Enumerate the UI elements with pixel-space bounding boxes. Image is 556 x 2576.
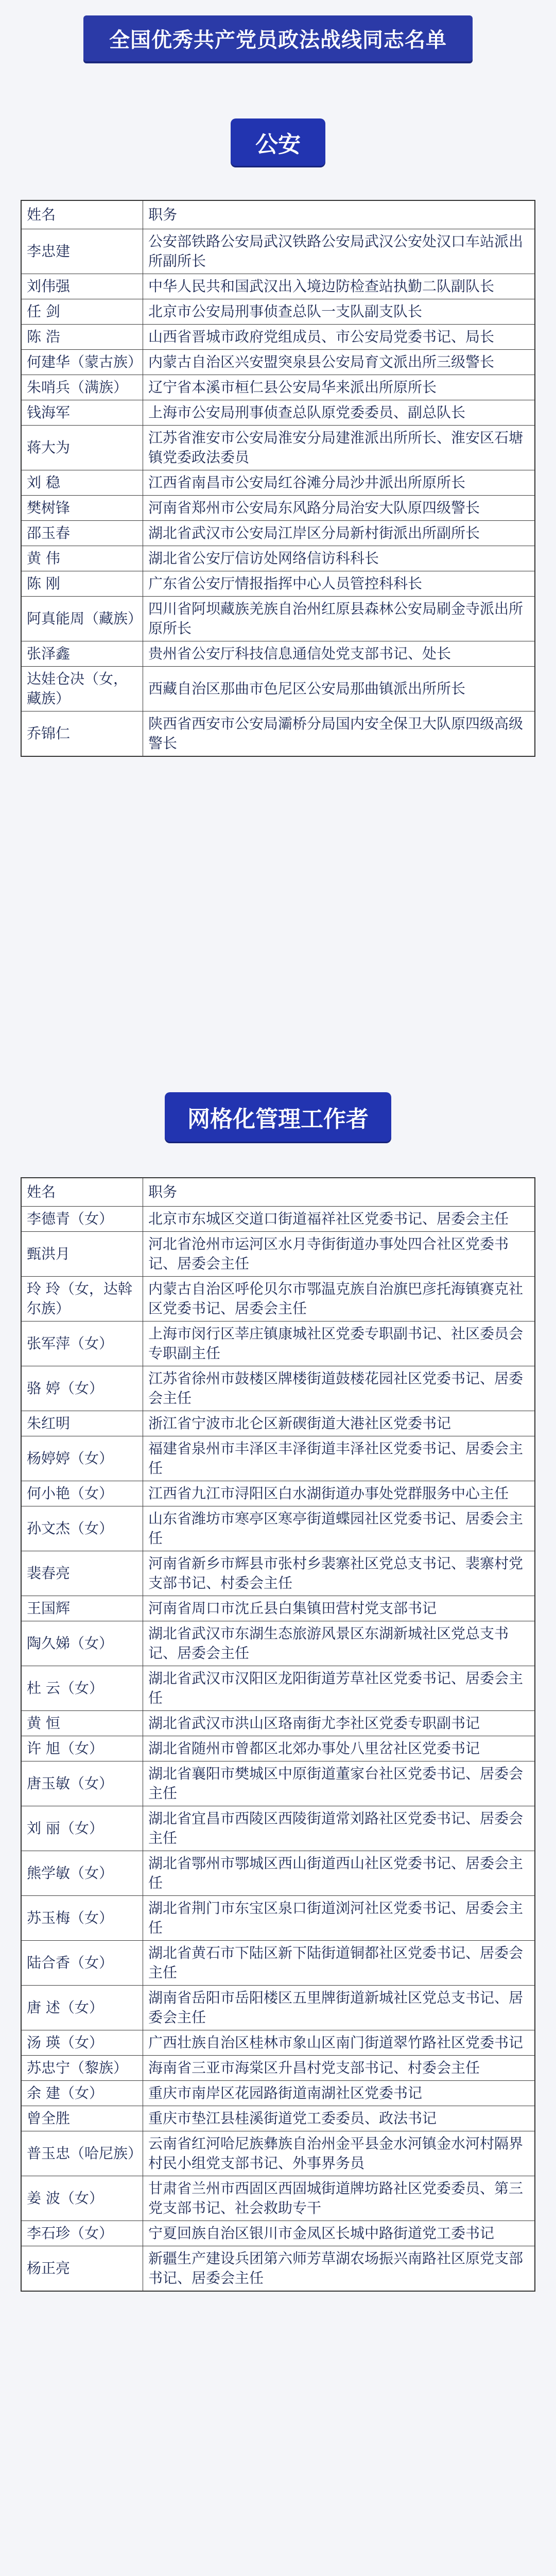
table-row — [22, 1666, 535, 1711]
table-row — [22, 2081, 535, 2106]
position-cell: 湖北省荆门市东宝区泉口街道浏河社区党委书记、居委会主任 — [143, 1896, 535, 1941]
table-row — [22, 1896, 535, 1941]
position-cell: 辽宁省本溪市桓仁县公安局华来派出所原所长 — [143, 375, 535, 400]
name-cell: 李忠建 — [22, 229, 143, 274]
position-cell: 湖北省黄石市下陆区新下陆街道铜都社区党委书记、居委会主任 — [143, 1941, 535, 1986]
table-row — [22, 711, 535, 756]
table-row — [22, 1941, 535, 1986]
position-cell: 福建省泉州市丰泽区丰泽街道丰泽社区党委书记、居委会主任 — [143, 1436, 535, 1481]
position-cell: 湖北省随州市曾都区北郊办事处八里岔社区党委书记 — [143, 1736, 535, 1761]
name-cell: 任 剑 — [22, 299, 143, 325]
table-row — [22, 1277, 535, 1321]
table-row — [22, 2056, 535, 2081]
table-row — [22, 521, 535, 546]
position-cell: 北京市公安局刑事侦查总队一支队副支队长 — [143, 299, 535, 325]
position-cell: 河北省沧州市运河区水月寺街街道办事处四合社区党委书记、居委会主任 — [143, 1232, 535, 1277]
position-cell: 重庆市南岸区花园路街道南湖社区党委书记 — [143, 2081, 535, 2106]
name-cell: 许 旭（女） — [22, 1736, 143, 1761]
position-cell: 贵州省公安厅科技信息通信处党支部书记、处长 — [143, 641, 535, 667]
table-row — [22, 1551, 535, 1596]
table-row — [22, 1411, 535, 1436]
name-cell: 甄洪月 — [22, 1232, 143, 1277]
name-cell: 姜 波（女） — [22, 2176, 143, 2221]
position-cell: 西藏自治区那曲市色尼区公安局那曲镇派出所所长 — [143, 667, 535, 711]
name-cell: 汤 瑛（女） — [22, 2030, 143, 2056]
table-row — [22, 496, 535, 521]
position-cell: 新疆生产建设兵团第六师芳草湖农场振兴南路社区原党支部书记、居委会主任 — [143, 2246, 535, 2291]
position-cell: 浙江省宁波市北仑区新碶街道大港社区党委书记 — [143, 1411, 535, 1436]
section-heading-grid-management — [0, 1092, 556, 1142]
table-row — [22, 641, 535, 667]
table-row — [22, 571, 535, 597]
section-label-police: 公安 — [231, 118, 325, 166]
table-row — [22, 470, 535, 496]
table-row — [22, 1621, 535, 1666]
table-row — [22, 426, 535, 470]
name-cell: 阿真能周（藏族） — [22, 597, 143, 641]
name-cell: 刘 丽（女） — [22, 1806, 143, 1851]
name-cell: 孙文杰（女） — [22, 1506, 143, 1551]
position-cell: 山西省晋城市政府党组成员、市公安局党委书记、局长 — [143, 325, 535, 350]
name-cell: 陈 浩 — [22, 325, 143, 350]
name-cell: 李石珍（女） — [22, 2221, 143, 2246]
table-row — [22, 350, 535, 375]
position-cell: 湖北省宜昌市西陵区西陵街道常刘路社区党委书记、居委会主任 — [143, 1806, 535, 1851]
name-cell: 乔锦仁 — [22, 711, 143, 756]
name-cell: 陶久娣（女） — [22, 1621, 143, 1666]
table-row — [22, 1761, 535, 1806]
name-cell: 骆 婷（女） — [22, 1366, 143, 1411]
name-cell: 何小艳（女） — [22, 1481, 143, 1506]
position-cell: 湖北省襄阳市樊城区中原街道董家台社区党委书记、居委会主任 — [143, 1761, 535, 1806]
table-row — [22, 1596, 535, 1621]
name-cell: 曾全胜 — [22, 2106, 143, 2131]
table-row — [22, 1321, 535, 1366]
position-cell: 湖南省岳阳市岳阳楼区五里牌街道新城社区党总支书记、居委会主任 — [143, 1986, 535, 2030]
name-cell: 苏玉梅（女） — [22, 1896, 143, 1941]
table-row — [22, 667, 535, 711]
position-cell: 云南省红河哈尼族彝族自治州金平县金水河镇金水河村隔界村民小组党支部书记、外事界务员 — [143, 2131, 535, 2176]
position-cell: 湖北省武汉市东湖生态旅游风景区东湖新城社区党总支书记、居委会主任 — [143, 1621, 535, 1666]
table-row — [22, 325, 535, 350]
position-cell: 河南省郑州市公安局东风路分局治安大队原四级警长 — [143, 496, 535, 521]
page-title: 全国优秀共产党员政法战线同志名单 — [83, 15, 473, 61]
position-cell: 中华人民共和国武汉出入境边防检查站执勤二队副队长 — [143, 274, 535, 299]
table-row — [22, 1806, 535, 1851]
position-cell: 湖北省武汉市洪山区珞南街尤李社区党委专职副书记 — [143, 1711, 535, 1736]
position-cell: 湖北省武汉市公安局江岸区分局新村街派出所副所长 — [143, 521, 535, 546]
position-cell: 江苏省淮安市公安局淮安分局建淮派出所所长、淮安区石塘镇党委政法委员 — [143, 426, 535, 470]
name-cell: 陆合香（女） — [22, 1941, 143, 1986]
name-cell: 张军萍（女） — [22, 1321, 143, 1366]
position-cell: 广东省公安厅情报指挥中心人员管控科科长 — [143, 571, 535, 597]
table-row — [22, 229, 535, 274]
table-row — [22, 2221, 535, 2246]
police-table-body — [22, 229, 535, 756]
grid-management-table — [21, 1177, 535, 2292]
table-row — [22, 1436, 535, 1481]
position-cell: 宁夏回族自治区银川市金凤区长城中路街道党工委书记 — [143, 2221, 535, 2246]
table-row — [22, 2131, 535, 2176]
name-cell: 钱海军 — [22, 400, 143, 426]
position-cell: 上海市公安局刑事侦查总队原党委委员、副总队长 — [143, 400, 535, 426]
table-header-row — [22, 201, 535, 229]
column-header-position: 职务 — [143, 201, 535, 229]
grid-management-table-body — [22, 1207, 535, 2291]
table-row — [22, 1366, 535, 1411]
position-cell: 湖北省武汉市汉阳区龙阳街道芳草社区党委书记、居委会主任 — [143, 1666, 535, 1711]
table-row — [22, 1232, 535, 1277]
position-cell: 湖北省鄂州市鄂城区西山街道西山社区党委书记、居委会主任 — [143, 1851, 535, 1896]
position-cell: 重庆市垫江县桂溪街道党工委委员、政法书记 — [143, 2106, 535, 2131]
table-row — [22, 274, 535, 299]
name-cell: 王国辉 — [22, 1596, 143, 1621]
name-cell: 朱哨兵（满族） — [22, 375, 143, 400]
position-cell: 河南省新乡市辉县市张村乡裴寨社区党总支书记、裴寨村党支部书记、村委会主任 — [143, 1551, 535, 1596]
position-cell: 江西省南昌市公安局红谷滩分局沙井派出所原所长 — [143, 470, 535, 496]
name-cell: 熊学敏（女） — [22, 1851, 143, 1896]
position-cell: 江西省九江市浔阳区白水湖街道办事处党群服务中心主任 — [143, 1481, 535, 1506]
section-heading-police — [0, 118, 556, 166]
name-cell: 刘 稳 — [22, 470, 143, 496]
position-cell: 湖北省公安厅信访处网络信访科科长 — [143, 546, 535, 571]
name-cell: 何建华（蒙古族） — [22, 350, 143, 375]
name-cell: 苏忠宁（黎族） — [22, 2056, 143, 2081]
name-cell: 玲 玲（女，达斡尔族） — [22, 1277, 143, 1321]
name-cell: 杜 云（女） — [22, 1666, 143, 1711]
grid-management-table-grid — [21, 1178, 535, 2291]
column-header-name: 姓名 — [22, 1178, 143, 1207]
table-row — [22, 1207, 535, 1232]
table-row — [22, 2246, 535, 2291]
name-cell: 黄 恒 — [22, 1711, 143, 1736]
table-row — [22, 2030, 535, 2056]
table-row — [22, 1736, 535, 1761]
name-cell: 杨正亮 — [22, 2246, 143, 2291]
position-cell: 北京市东城区交道口街道福祥社区党委书记、居委会主任 — [143, 1207, 535, 1232]
name-cell: 达娃仓决（女，藏族） — [22, 667, 143, 711]
position-cell: 广西壮族自治区桂林市象山区南门街道翠竹路社区党委书记 — [143, 2030, 535, 2056]
name-cell: 唐玉敏（女） — [22, 1761, 143, 1806]
position-cell: 陕西省西安市公安局灞桥分局国内安全保卫大队原四级高级警长 — [143, 711, 535, 756]
table-row — [22, 400, 535, 426]
position-cell: 内蒙古自治区兴安盟突泉县公安局育文派出所三级警长 — [143, 350, 535, 375]
name-cell: 黄 伟 — [22, 546, 143, 571]
name-cell: 李德青（女） — [22, 1207, 143, 1232]
position-cell: 公安部铁路公安局武汉铁路公安局武汉公安处汉口车站派出所副所长 — [143, 229, 535, 274]
table-row — [22, 597, 535, 641]
police-table-grid — [21, 200, 535, 756]
name-cell: 裴春亮 — [22, 1551, 143, 1596]
table-row — [22, 1711, 535, 1736]
name-cell: 邵玉春 — [22, 521, 143, 546]
name-cell: 余 建（女） — [22, 2081, 143, 2106]
table-row — [22, 2176, 535, 2221]
name-cell: 蒋大为 — [22, 426, 143, 470]
name-cell: 陈 刚 — [22, 571, 143, 597]
table-row — [22, 1506, 535, 1551]
column-header-name: 姓名 — [22, 201, 143, 229]
position-cell: 甘肃省兰州市西固区西固城街道牌坊路社区党委委员、第三党支部书记、社会救助专干 — [143, 2176, 535, 2221]
table-row — [22, 1481, 535, 1506]
position-cell: 四川省阿坝藏族羌族自治州红原县森林公安局刷金寺派出所原所长 — [143, 597, 535, 641]
position-cell: 河南省周口市沈丘县白集镇田营村党支部书记 — [143, 1596, 535, 1621]
name-cell: 杨婷婷（女） — [22, 1436, 143, 1481]
table-row — [22, 2106, 535, 2131]
name-cell: 普玉忠（哈尼族） — [22, 2131, 143, 2176]
name-cell: 唐 述（女） — [22, 1986, 143, 2030]
name-cell: 朱红明 — [22, 1411, 143, 1436]
column-header-position: 职务 — [143, 1178, 535, 1207]
position-cell: 上海市闵行区莘庄镇康城社区党委专职副书记、社区委员会专职副主任 — [143, 1321, 535, 1366]
name-cell: 樊树锋 — [22, 496, 143, 521]
table-row — [22, 1851, 535, 1896]
position-cell: 江苏省徐州市鼓楼区牌楼街道鼓楼花园社区党委书记、居委会主任 — [143, 1366, 535, 1411]
table-row — [22, 375, 535, 400]
name-cell: 张泽鑫 — [22, 641, 143, 667]
table-row — [22, 546, 535, 571]
police-table — [21, 200, 535, 757]
table-row — [22, 299, 535, 325]
position-cell: 山东省潍坊市寒亭区寒亭街道蝶园社区党委书记、居委会主任 — [143, 1506, 535, 1551]
position-cell: 海南省三亚市海棠区升昌村党支部书记、村委会主任 — [143, 2056, 535, 2081]
header — [0, 15, 556, 61]
position-cell: 内蒙古自治区呼伦贝尔市鄂温克族自治旗巴彦托海镇赛克社区党委书记、居委会主任 — [143, 1277, 535, 1321]
table-header-row — [22, 1178, 535, 1207]
section-label-grid-management: 网格化管理工作者 — [165, 1092, 391, 1142]
name-cell: 刘伟强 — [22, 274, 143, 299]
table-row — [22, 1986, 535, 2030]
